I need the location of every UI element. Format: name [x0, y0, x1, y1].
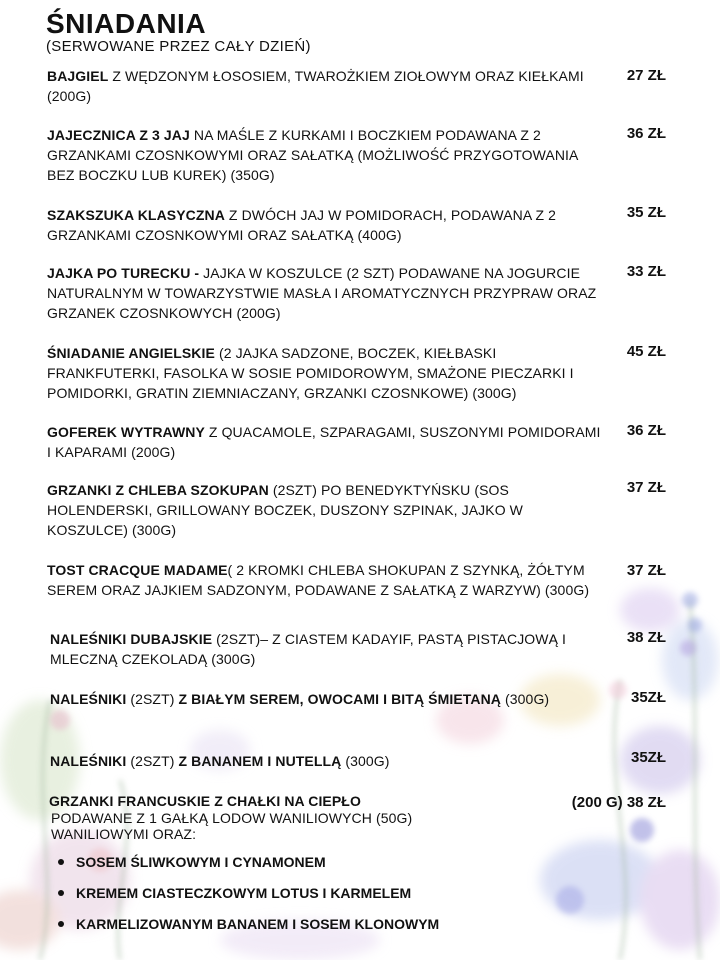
item-portion: (2SZT): [126, 691, 179, 707]
item-name: BAJGIEL: [47, 68, 109, 84]
variant-label: KARMELIZOWANYM BANANEM I SOSEM KLONOWYM: [76, 916, 440, 932]
variant-list: [58, 852, 439, 945]
page-subtitle: (SERWOWANE PRZEZ CAŁY DZIEŃ): [46, 38, 311, 55]
menu-item-nalesniki-bialy-ser: [50, 689, 610, 709]
menu-item-sniadanie-angielskie: [47, 343, 607, 403]
item-price: 35ZŁ: [630, 749, 666, 766]
item-name: SZAKSZUKA KLASYCZNA: [47, 207, 225, 223]
item-price-value: 38 ZŁ: [626, 794, 666, 811]
item-description: Z BANANEM I NUTELLĄ: [178, 753, 342, 769]
list-item: [58, 852, 439, 883]
list-item: [58, 914, 439, 945]
item-price: 35ZŁ: [630, 689, 666, 706]
menu-item-jajka-po-turecku: [47, 263, 607, 323]
item-price: 36 ZŁ: [626, 125, 666, 142]
menu-item-bajgiel: [47, 66, 607, 106]
item-name: JAJECZNICA Z 3 JAJ: [47, 127, 190, 143]
item-description: PODAWANE Z 1 GAŁKĄ LODOW WANILIOWYCH (50G) WANILIOWYMI ORAZ:: [51, 810, 413, 842]
menu-item-goferek-wytrawny: [47, 422, 607, 462]
item-name: GRZANKI Z CHLEBA SZOKUPAN: [47, 482, 269, 498]
item-price: 27 ZŁ: [626, 67, 666, 84]
list-item: [58, 883, 439, 914]
item-name: NALEŚNIKI: [50, 753, 127, 769]
item-name: TOST CRACQUE MADAME: [47, 562, 228, 578]
item-description: JAJKA W KOSZULCE (2 SZT) PODAWANE NA JOGURCIE NATURALNYM W TOWARZYSTWIE MASŁA I AROMATYCZNYCH PRZYPRAW ORAZ GRZANEK CZOSNKOWYCH (200G): [47, 265, 597, 321]
item-weight: (300G): [341, 753, 390, 769]
variant-label: SOSEM ŚLIWKOWYM I CYNAMONEM: [76, 854, 326, 870]
item-name: GOFEREK WYTRAWNY: [47, 424, 205, 440]
item-price: [572, 793, 666, 813]
item-price: 37 ZŁ: [626, 479, 666, 496]
menu-item-grzanki-francuskie: [49, 792, 609, 842]
item-name: NALEŚNIKI DUBAJSKIE: [50, 631, 213, 647]
item-name: NALEŚNIKI: [50, 691, 127, 707]
item-description: (2SZT)– Z CIASTEM KADAYIF, PASTĄ PISTACJOWĄ I MLECZNĄ CZEKOLADĄ (300G): [50, 631, 567, 667]
item-weight: (200 G): [571, 794, 623, 811]
item-description: Z DWÓCH JAJ W POMIDORACH, PODAWANA Z 2 GRZANKAMI CZOSNKOWYMI ORAZ SAŁATKĄ (400G): [47, 207, 557, 243]
item-description: (2 JAJKA SADZONE, BOCZEK, KIEŁBASKI FRANKFUTERKI, FASOLKA W SOSIE POMIDOROWYM, SMAŻONE PIECZARKI I POMIDORKI, GRATIN ZIEMNIACZANY, GRZANKI CZOSNKOWE) (300G): [47, 345, 574, 401]
menu-item-nalesniki-banan-nutella: [50, 751, 610, 771]
item-price: 33 ZŁ: [626, 263, 666, 280]
item-price: 38 ZŁ: [626, 629, 666, 646]
variant-label: KREMEM CIASTECZKOWYM LOTUS I KARMELEM: [76, 885, 412, 901]
bullet-icon: [58, 890, 64, 896]
item-description: Z BIAŁYM SEREM, OWOCAMI I BITĄ ŚMIETANĄ: [178, 691, 502, 707]
item-description: Z WĘDZONYM ŁOSOSIEM, TWAROŻKIEM ZIOŁOWYM ORAZ KIEŁKAMI (200G): [47, 68, 584, 104]
item-name: ŚNIADANIE ANGIELSKIE: [47, 345, 215, 361]
page-title: ŚNIADANIA: [46, 8, 207, 39]
menu-item-jajecznica: [47, 125, 607, 185]
menu-item-grzanki-szokupan: [47, 480, 607, 540]
item-portion: (2SZT): [126, 753, 179, 769]
menu-item-tost-cracque-madame: [47, 560, 607, 600]
item-price: 37 ZŁ: [626, 562, 666, 579]
item-description: ( 2 KROMKI CHLEBA SHOKUPAN Z SZYNKĄ, ŻÓŁTYM SEREM ORAZ JAJKIEM SADZONYM, PODAWANE Z SAŁATKĄ Z WARZYW) (300G): [47, 562, 590, 598]
bullet-icon: [58, 921, 64, 927]
menu-item-szakszuka: [47, 205, 607, 245]
item-description: NA MAŚLE Z KURKAMI I BOCZKIEM PODAWANA Z 2 GRZANKAMI CZOSNKOWYMI ORAZ SAŁATKĄ (MOŻLIWOŚĆ PRZYGOTOWANIA BEZ BOCZKU LUB KUREK) (350G): [47, 127, 578, 183]
item-name: GRZANKI FRANCUSKIE Z CHAŁKI NA CIEPŁO: [49, 793, 361, 809]
item-price: 36 ZŁ: [626, 422, 666, 439]
bullet-icon: [58, 859, 64, 865]
item-weight: (300G): [501, 691, 550, 707]
item-name: JAJKA PO TURECKU -: [47, 265, 200, 281]
item-description: (2SZT) PO BENEDYKTYŃSKU (SOS HOLENDERSKI, GRILLOWANY BOCZEK, DUSZONY SZPINAK, JAJKO W KOSZULCE) (300G): [47, 482, 523, 538]
item-price: 45 ZŁ: [626, 343, 666, 360]
item-price: 35 ZŁ: [626, 204, 666, 221]
item-description: Z QUACAMOLE, SZPARAGAMI, SUSZONYMI POMIDORAMI I KAPARAMI (200G): [47, 424, 601, 460]
menu-item-nalesniki-dubajskie: [50, 629, 610, 669]
